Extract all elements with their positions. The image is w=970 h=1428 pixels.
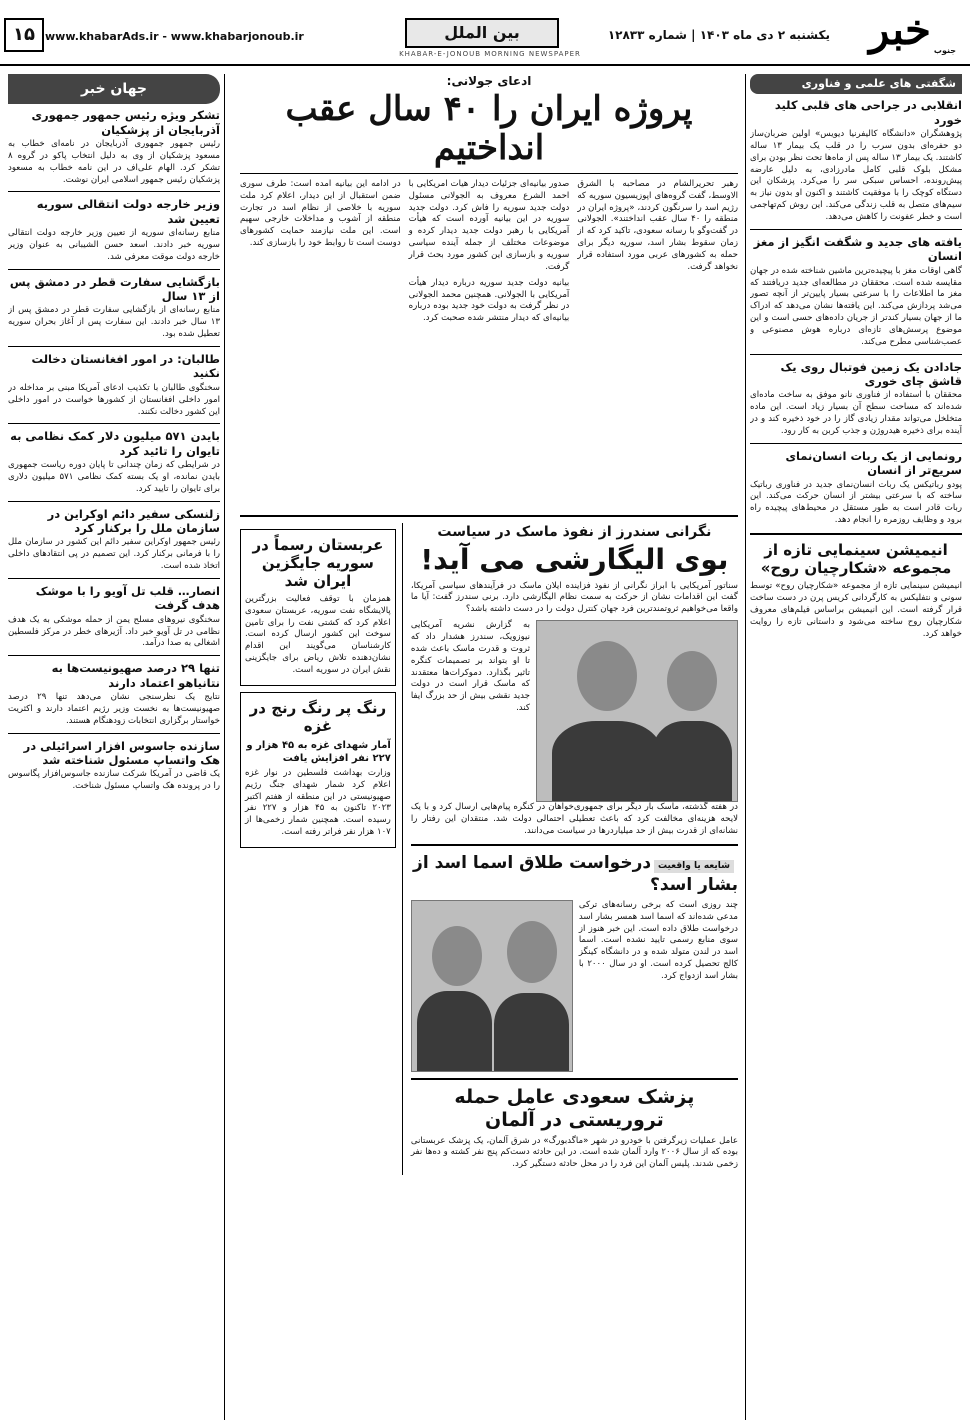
news-photo <box>536 620 738 802</box>
side-box <box>240 692 396 848</box>
right-column <box>750 74 962 1420</box>
article-body: منابع رسانه‌ای سوریه از تعیین وزیر خارجه دولت انتقالی سوریه خبر دادند. اسعد حسن الشیبانی به عنوان وزیر خارجه دولت موقت معرفی شد. <box>8 228 220 262</box>
lead-text: صدور بیانیه‌ای جزئیات دیدار هیأت آمریکایی با احمد الشرع معروف به الجولانی مسئول دولت جدید سوریه را فاش کرد. دولت جدید سوریه در این بیانیه آورده است که هیأت آمریکایی با رهبر دولت جدید دیدار کرده و موضوعات مختلف از جمله آینده سیاسی سوریه و بازسازی این کشور مورد بحث قرار گرفت. <box>408 178 570 272</box>
article-body: در شرایطی که زمان چندانی تا پایان دوره ریاست جمهوری بایدن نمانده، او یک بسته کمک نظامی ۵۷۱ میلیون دلاری برای تایوان را تایید کرد. <box>8 460 220 494</box>
section-band: شگفتی های علمی و فناوری <box>750 74 962 94</box>
article-title[interactable]: بازگشایی سفارت قطر در دمشق پس از ۱۳ سال <box>9 274 220 304</box>
box-body: وزارت بهداشت فلسطین در نوار غزه اعلام کرد شمار شهدای جنگ رژیم صهیونیستی در این منطقه از هفتم اکتبر ۲۰۲۳ تاکنون به ۴۵ هزار و ۲۲۷ نفر رسیده است. همچنین شمار زخمی‌ها از ۱۰۷ هزار نفر فراتر رفته است. <box>245 767 391 838</box>
article-title[interactable]: سازنده جاسوس افزار اسرائیلی در هک واتساپ مسئول شناخته شد <box>23 738 220 768</box>
article-body: رئیس جمهور اوکراین سفیر دائم این کشور در سازمان ملل را با فرمانی برکنار کرد. این تصمیم در پی انتقادهای داخلی اتخاذ شده است. <box>8 537 220 572</box>
story-body: در هفته گذشته، ماسک بار دیگر برای جمهوری‌خواهان در کنگره پیام‌هایی ارسال کرد و با یک لایحه هزینه‌ای مخالفت کرد که باعث تعطیلی احتمالی دولت شد. منتقدان این رفتار را نشانه‌ای از قدرت بیش از حد میلیاردرها در سیاست می‌دانند. <box>410 802 738 836</box>
page-number: ۱۵ <box>4 18 44 52</box>
logo: خبر <box>869 5 931 54</box>
article-body: سخنگوی طالبان با تکذیب ادعای آمریکا مبنی بر مداخله در امور داخلی افغانستان از کشورها خواست در امور داخلی این کشور دخالت نکنند. <box>8 382 220 417</box>
lead-text: بیانیه دولت جدید سوریه درباره دیدار هیأت آمریکایی با الجولانی. همچنین محمد الجولانی در نظر گرفت به دولت خود جدید بوده درباره بیانیه‌ای که دیدار منتشر شده صحبت کرد. <box>408 277 570 324</box>
lead-text: در ادامه این بیانیه آمده است: طرف سوری ضمن استقبال از این دیدار، اعلام کرد ملت سوریه با خلاصی از نظام اسد در تجارت منطقه از آشوب و مداخلات خارجی سهیم است. این ملت نیازمند حمایت کشورهای دوست است تا روابط خود را بازسازی کند. <box>240 178 401 249</box>
article-body: سخنگوی نیروهای مسلح یمن از حمله موشکی به یک هدف نظامی در تل آویو خبر داد. آژیرهای خطر در مرکز فلسطین اشغالی به صدا درآمد. <box>8 614 220 649</box>
article-title[interactable]: وزیر خارجه دولت انتقالی سوریه تعیین شد <box>36 197 220 226</box>
article-body: گاهی اوقات مغز با پیچیده‌ترین ماشین شناخته شده در جهان مقایسه شده است. محققان در مطالعه‌ای جدید دریافتند که مغز ما اطلاعات را با سرعتی بسیار پایین‌تر از آنچه تصور می‌شد پردازش می‌کند. این یافته‌ها نشان می‌دهد که ادراک ما از جهان بسیار کندتر از جریان داده‌های حسی است و این موضوع پرسش‌های تازه‌ای درباره هوش مصنوعی و عصب‌شناسی مطرح می‌کند. <box>750 265 962 347</box>
box-body: همزمان با توقف فعالیت بزرگترین پالایشگاه نفت سوریه، عربستان سعودی اعلام کرد که کشتی نفت را برای تامین سوخت این کشور ارسال کرده است. کارشناسان می‌گویند این اقدام نشان‌دهنده تلاش ریاض برای جایگزینی نقش ایران در سوریه است. <box>245 593 391 675</box>
article-title[interactable]: زلنسکی سفیر دائم اوکراین در سازمان ملل را برکنار کرد <box>47 506 220 536</box>
article-title[interactable]: یافته های جدید و شگفت انگیز از مغز انسان <box>753 234 962 264</box>
article-title[interactable]: تنها ۲۹ درصد صهیونیست‌ها به نتانیاهو اعتماد دارند <box>51 661 220 690</box>
article-title[interactable]: انقلابی در جراحی های قلبی کلید خورد <box>774 98 962 127</box>
column-rule <box>224 74 225 1420</box>
paper-name: KHABAR-E-JONOUB MORNING NEWSPAPER <box>399 50 581 58</box>
story-body: به گزارش نشریه آمریکایی نیوزویک، سندرز هشدار داد که ثروت و قدرت ماسک باعث شده تا او بتواند بر تصمیمات کنگره تاثیر بگذارد. دموکرات‌ها معتقدند که ماسک قرار است در دولت جدید نقشی بیش از حد بزرگ ایفا کند. <box>410 620 530 714</box>
article-body: پژوهشگران «دانشگاه کالیفرنیا دیویس» اولین ضربان‌ساز دو حفره‌ای بدون سرب را در قلب یک بیمار ۱۳ ساله کاشتند. یک بیمار ۱۳ ساله پس از ماه‌ها تحت نظر بودن برای مشکل بلوک قلبی کامل مادرزادی، به دلیل عارضه پیش‌رونده، احساس سبکی سر را می‌کرد. پزشکان این دستگاه کوچک را با موفقیت کاشتند و اکنون او بدون نیاز به سیم‌های متصل به قلب زندگی می‌کند. این روش کم‌تهاجمی است و خطر عفونت را کاهش می‌دهد. <box>750 129 962 223</box>
column-rule <box>745 74 746 1420</box>
article-title[interactable]: تشکر ویژه رئیس جمهور جمهوری آذربایجان از پزشکیان <box>31 108 220 137</box>
website-url[interactable]: www.khabarAds.ir - www.khabarjonoub.ir <box>45 30 304 43</box>
article-title[interactable]: بایدن ۵۷۱ میلیون دلار کمک نظامی به تایوان را تائید کرد <box>10 429 220 458</box>
story-body: چند روزی است که برخی رسانه‌های ترکی مدعی شده‌اند که اسما اسد همسر بشار اسد درخواست طلاق داده است. این خبر هنوز از سوی منابع رسمی تایید نشده است. اسما اسد در لندن متولد شده و در دانشگاه کینگز کالج تحصیل کرده است. او در سال ۲۰۰۰ با بشار اسد ازدواج کرد. <box>578 899 738 982</box>
story-headline[interactable]: درخواست طلاق اسما اسد از بشار اسد؟ <box>413 852 738 895</box>
section-title: بین الملل <box>405 18 559 48</box>
article-body: پودو رباتیکس یک ربات انسان‌نمای جدید در فناوری رباتیک ساخته که با سرعتی بیشتر از انسان حرکت می‌کند. این ربات قادر است به طور مستقل در محیط‌های پیچیده راه برود و وظایف روزمره را انجام دهد. <box>750 479 962 526</box>
article-body: منابع رسانه‌ای از بازگشایی سفارت قطر در دمشق پس از ۱۳ سال خبر دادند. این سفارت پس از آغاز بحران سوریه تعطیل شده بود. <box>8 305 220 340</box>
lead-text: رهبر تحریرالشام در مصاحبه با الشرق الاوسط، گفت گروه‌های اپوزیسیون سوریه که رژیم اسد را سرنگون کردند، «پروژه ایران در منطقه را ۴۰ سال عقب انداختند». الجولانی در گفت‌وگو با رسانه سعودی، تاکید کرد که از زمان سقوط بشار اسد، سوریه دیگر برای حمله به کشورهای عربی مورد استفاده قرار نخواهد گرفت. <box>577 178 738 272</box>
sub-headline: نگرانی سندرز از نفوذ ماسک در سیاست <box>437 523 712 540</box>
article-title[interactable]: انیمیشن سینمایی تازه از مجموعه «شکارچیان روح» <box>760 541 952 578</box>
main-headline[interactable]: پروژه ایران را ۴۰ سال عقب انداختیم <box>285 88 693 168</box>
story-headline[interactable]: بوی الیگارشی می آید! <box>420 542 729 576</box>
middle-column <box>240 74 738 1420</box>
section-band: جهان خبر <box>8 74 220 104</box>
headline-kicker: ادعای جولانی: <box>446 74 532 88</box>
article-title[interactable]: جادادن یک زمین فوتبال روی یک قاشق چای خوری <box>780 359 962 389</box>
article-title[interactable]: طالبان: در امور افغانستان دخالت نکنید <box>31 352 220 381</box>
story-headline[interactable]: پزشک سعودی عامل حمله تروریستی در آلمان <box>454 1085 695 1131</box>
side-box <box>240 529 396 686</box>
box-title[interactable]: رنگ پر رنگ رنج در غزه <box>249 698 387 735</box>
masthead <box>0 0 970 66</box>
news-photo <box>411 900 573 1072</box>
article-title[interactable]: انصار… قلب تل آویو را با موشک هدف گرفت <box>35 584 220 613</box>
article-body: انیمیشن سینمایی تازه از مجموعه «شکارچیان روح» توسط سونی و نتفلیکس به کارگردانی کریس پرن در دست ساخت قرار گرفته است. این انیمیشن براساس فیلم‌های معروف شکارچیان روح ساخته می‌شود و داستانی تازه را روایت خواهد کرد. <box>750 581 962 639</box>
logo-subtitle: جنوب <box>933 46 956 55</box>
story-tag: شایعه یا واقعیت <box>654 860 734 874</box>
article-body: محققان با استفاده از فناوری نانو موفق به ساخت ماده‌ای شده‌اند که مساحت سطح آن بسیار زیاد است. این ماده متخلخل می‌تواند مقدار زیادی گاز را در خود ذخیره کند و در آینده برای ذخیره هیدروژن و جذب کربن به کار رود. <box>750 390 962 437</box>
article-title[interactable]: رونمایی از یک ربات انسان‌نمای سریع‌تر از انسان <box>785 448 962 478</box>
article-body: رئیس جمهور جمهوری آذربایجان در نامه‌ای خطاب به مسعود پزشکیان از وی به دلیل انتخاب پاکو در گروه ۸ تشکر کرد. الهام علی‌اف در این نامه خطاب به مسعود پزشکیان رئیس جمهور اسلامی ایران نوشت. <box>8 138 220 185</box>
box-subtitle: آمار شهدای غزه به ۴۵ هزار و ۲۲۷ نفر افزایش یافت <box>246 739 391 764</box>
story-body: سناتور آمریکایی با ابراز نگرانی از نفوذ فزاینده ایلان ماسک در فرآیندهای سیاسی آمریکا، گفت این اقدامات نشان از حرکت به سمت نظام الیگارشی دارد. برنی سندرز گفت: آیا ما واقعا می‌خواهیم ثروتمندترین فرد جهان کنترل دولت را در دست داشته باشد؟ <box>410 580 738 615</box>
left-column <box>8 74 220 1420</box>
story-body: عامل عملیات زیرگرفتن با خودرو در شهر «ماگدبورگ» در شرق آلمان، یک پزشک عربستانی بوده که از سال ۲۰۰۶ وارد آلمان شده است. در این حادثه دست‌کم پنج نفر کشته و ده‌ها نفر زخمی شدند. پلیس آلمان این فرد را در محل حادثه دستگیر کرد. <box>410 1135 738 1170</box>
dateline: یکشنبه ۲ دی ماه ۱۴۰۳ | شماره ۱۲۸۳۳ <box>607 28 830 42</box>
article-body: نتایج یک نظرسنجی نشان می‌دهد تنها ۲۹ درصد صهیونیست‌ها به نخست وزیر رژیم اعتماد دارند و اکثریت خواستار برگزاری انتخابات زودهنگام هستند. <box>8 692 220 726</box>
box-title[interactable]: عربستان رسماً در سوریه جایگزین ایران شد <box>252 535 384 590</box>
article-body: یک قاضی در آمریکا شرکت سازنده جاسوس‌افزار پگاسوس را در پرونده هک واتساپ مسئول شناخت. <box>8 769 220 792</box>
